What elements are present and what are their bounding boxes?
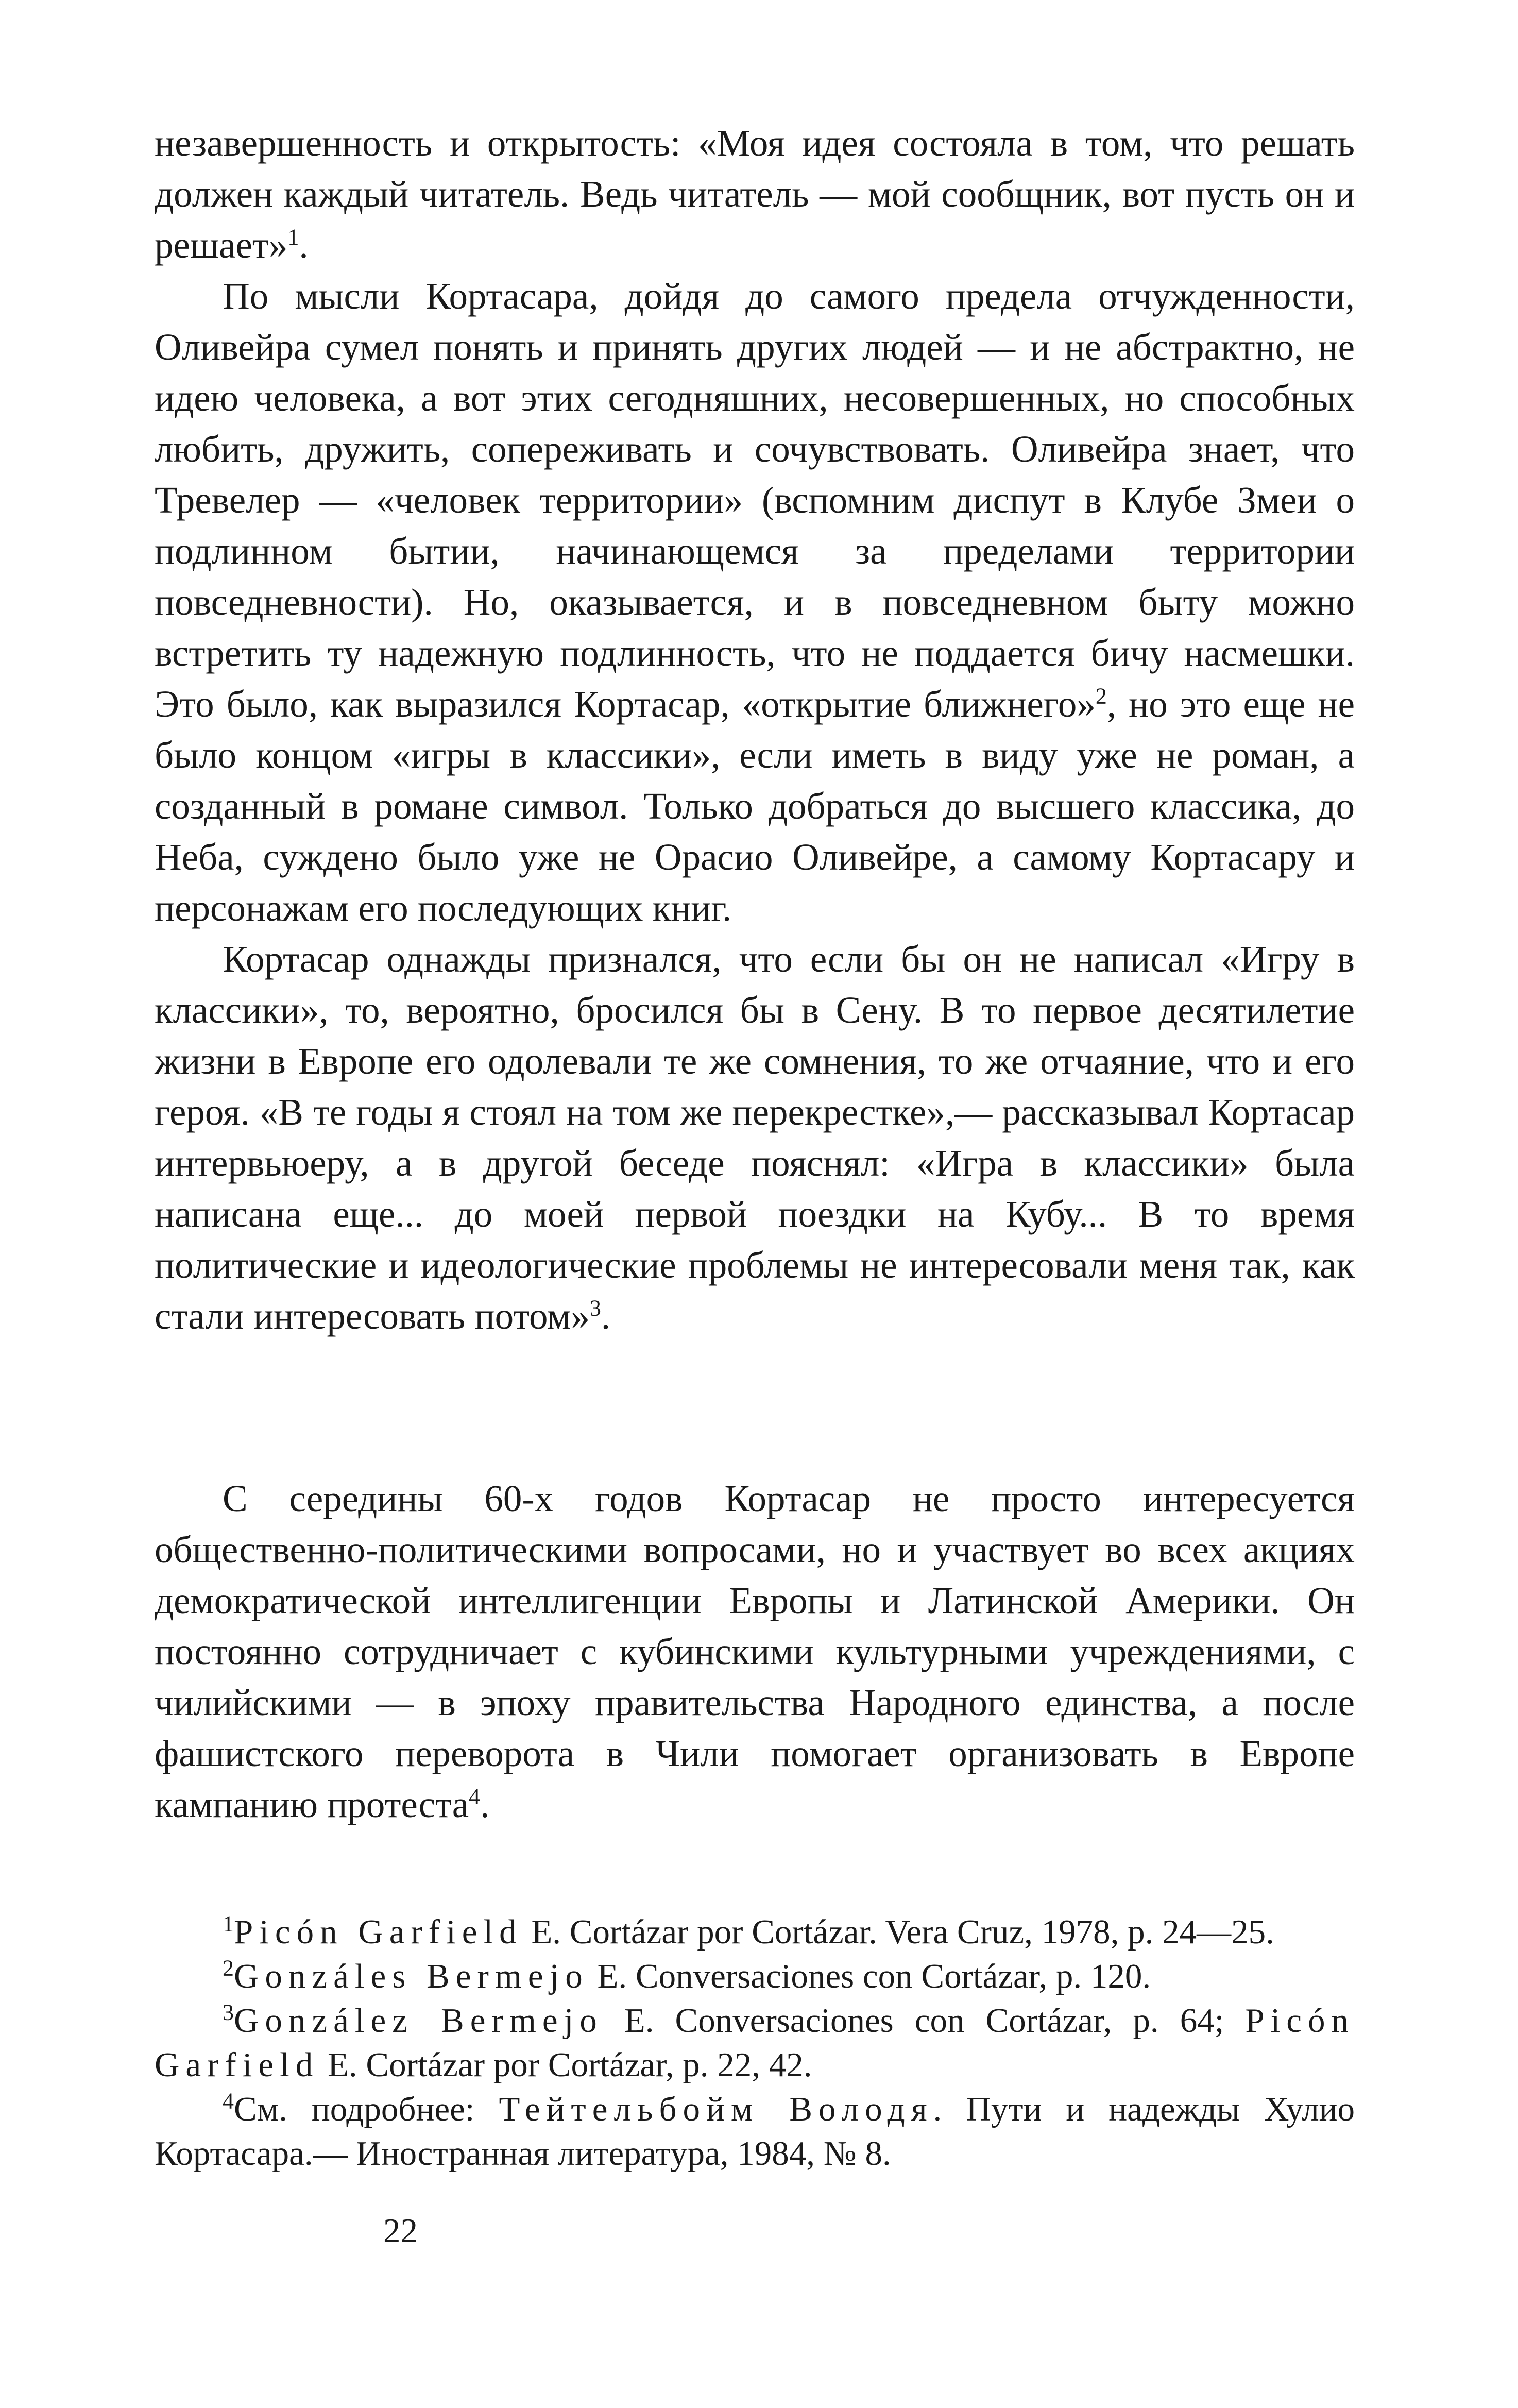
footnotes [155,1910,1355,2176]
footnote-reference: 1 [287,224,299,250]
footnote-text: E. Conversaciones con Cortázar, p. 64; [603,2002,1246,2040]
footnote-author: Picón Garfield [234,1913,523,1951]
paragraph-tail: . [299,224,309,266]
footnote-reference: 4 [469,1784,481,1809]
footnote-prefix: См. подробнее: [234,2090,499,2128]
paragraph-text: По мысли Кортасара, дойдя до самого предела отчужденности, Оливейра сумел понять и принять других людей — и не абстрактно, не идею человека, а вот этих сегодняшних, несовершенных, но способных любить, дружить, сопереживать и сочувствовать. Оливейра знает, что Тревелер — «человек территории» (вспомним диспут в Клубе Змеи о подлинном бытии, начинающемся за пределами территории повседневности). Но, оказывается, и в повседневном быту можно встретить ту надежную подлинность, что не поддается бичу насмешки. Это было, как выразился Кортасар, «открытие ближнего» [155,275,1355,725]
footnote-mark: 3 [223,1999,234,2025]
paragraph-1 [155,117,1355,270]
footnote-2 [155,1954,1355,1998]
paragraph-text: С середины 60-х годов Кортасар не просто интересуется общественно-политическими вопросами, но и участвует во всех акциях демократической интеллигенции Европы и Латинской Америки. Он постоянно сотрудничает с кубинскими культурными учреждениями, с чилийскими — в эпоху правительства Народного единства, а после фашистского переворота в Чили помогает организовать в Европе кампанию протеста [155,1478,1355,1825]
paragraph-text: Кортасар однажды признался, что если бы он не написал «Игру в классики», то, вероятно, бросился бы в Сену. В то первое десятилетие жизни в Европе его одолевали те же сомнения, то же отчаяние, что и его героя. «В те годы я стоял на том же перекрестке»,— рассказывал Кортасар интервьюеру, а в другой беседе пояснял: «Игра в классики» была написана еще... до моей первой поездки на Кубу... В то время политические и идеологические проблемы не интересовали меня так, как стали интересовать потом» [155,938,1355,1337]
book-page [155,117,1355,2176]
paragraph-4 [155,1473,1355,1830]
paragraph-text: незавершенность и открытость: «Моя идея состояла в том, что решать должен каждый читатель. Ведь читатель — мой сообщник, вот пусть он и решает» [155,122,1355,266]
paragraph-2 [155,270,1355,934]
footnote-reference: 2 [1095,683,1107,709]
footnote-mark: 4 [223,2088,234,2114]
footnote-author: González Bermejo [234,2002,603,2040]
footnote-author: Gonzáles Bermejo [234,1957,589,1995]
footnote-text-2: E. Cortázar por Cortázar, p. 22, 42. [319,2046,812,2084]
footnote-mark: 2 [223,1955,234,1981]
footnote-text: E. Conversaciones con Cortázar, p. 120. [588,1957,1151,1995]
footnote-3 [155,1998,1355,2087]
footnote-reference: 3 [589,1295,601,1321]
section-break [155,1342,1355,1473]
footnote-author-2: Picón Garfield [155,2002,1355,2084]
paragraph-tail: . [480,1784,490,1825]
paragraph-tail: . [601,1295,611,1337]
footnote-4 [155,2087,1355,2176]
paragraph-tail: , но это еще не было концом «игры в классики», если иметь в виду уже не роман, а созданный в романе символ. Только добраться до высшего классика, до Неба, суждено было уже не Орасио Оливейре, а самому Кортасару и персонажам его последующих книг. [155,683,1355,929]
footnote-author: Тейтельбойм Володя [499,2090,933,2128]
footnote-1 [155,1910,1355,1954]
footnote-text: E. Cortázar por Cortázar. Vera Cruz, 1978, p. 24—25. [522,1913,1274,1951]
footnote-separator [155,1830,1355,1910]
paragraph-3 [155,934,1355,1342]
footnote-text: . Пути и надежды Хулио Кортасара.— Иностранная литература, 1984, № 8. [155,2090,1355,2173]
footnote-mark: 1 [223,1911,234,1937]
page-number: 22 [383,2212,418,2250]
